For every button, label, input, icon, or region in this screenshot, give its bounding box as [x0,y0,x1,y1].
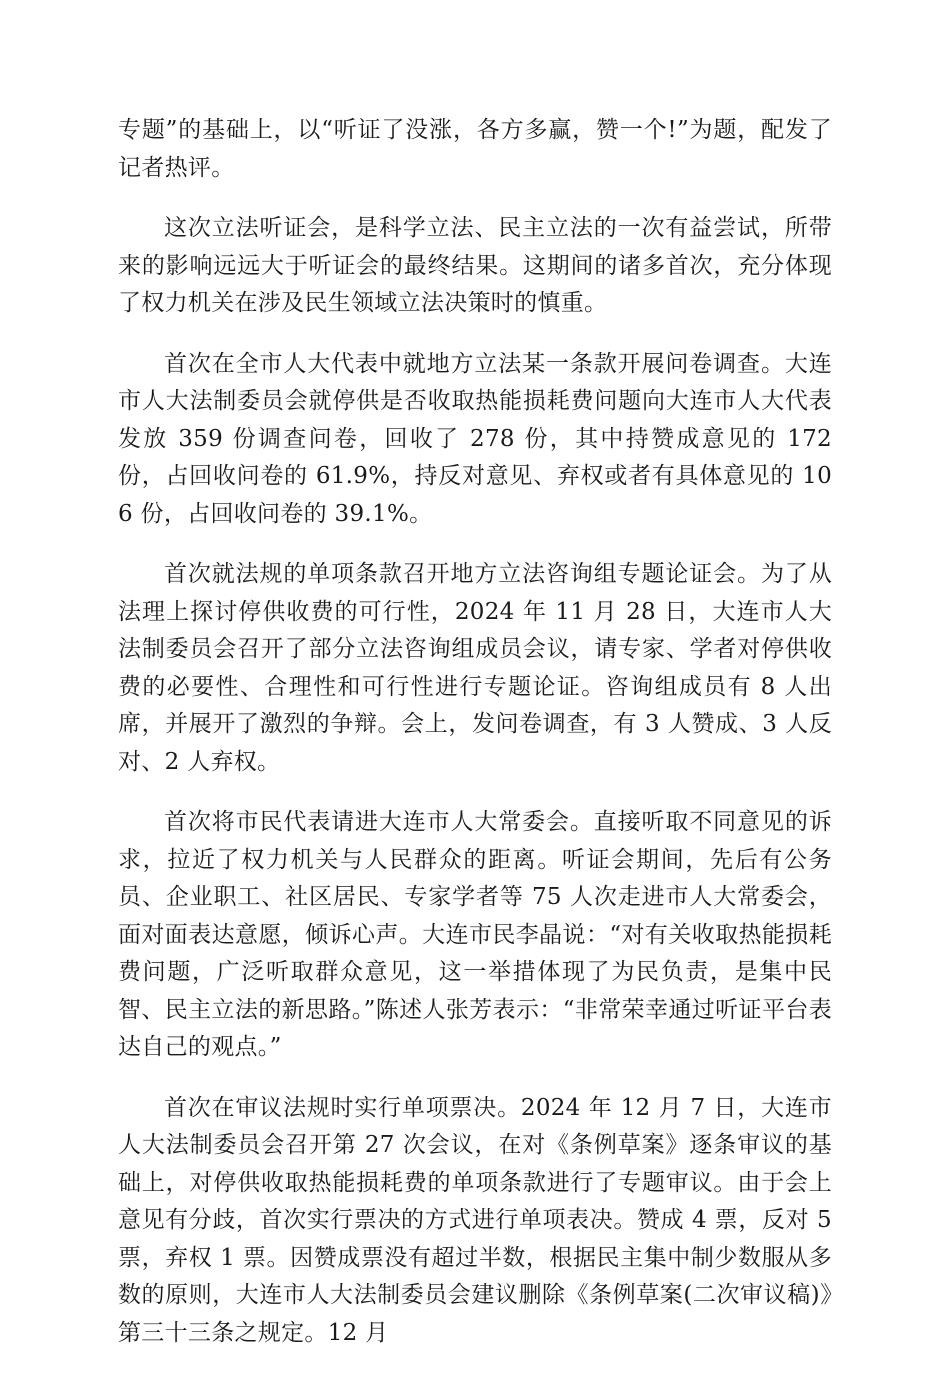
document-body [118,112,832,1375]
paragraph-legislative-hearing: 这次立法听证会，是科学立法、民主立法的一次有益尝试，所带来的影响远远大于听证会的最终结果。这期间的诸多首次，充分体现了权力机关在涉及民生领域立法决策时的慎重。 [118,215,832,316]
paragraph-expert-seminar: 首次就法规的单项条款召开地方立法咨询组专题论证会。为了从法理上探讨停供收费的可行性，2024 年 11 月 28 日，大连市人大法制委员会召开了部分立法咨询组成员会议，请专家、学者对停供收费的必要性、合理性和可行性进行专题论证。咨询组成员有 8 人出席，并展开了激烈的争辩。会上，发问卷调查，有 3 人赞成、3 人反对、2 人弃权。 [118,561,832,775]
paragraph-questionnaire-survey: 首次在全市人大代表中就地方立法某一条款开展问卷调查。大连市人大法制委员会就停供是否收取热能损耗费问题向大连市人大代表发放 359 份调查问卷，回收了 278 份，其中持赞成意见的 172 份，占回收问卷的 61.9%，持反对意见、弃权或者有具体意见的 106 份，占回收问卷的 39.1%。 [118,350,832,527]
paragraph-single-item-vote: 首次在审议法规时实行单项票决。2024 年 12 月 7 日，大连市人大法制委员会召开第 27 次会议，在对《条例草案》逐条审议的基础上，对停供收取热能损耗费的单项条款进行了专题审议。由于会上意见有分歧，首次实行票决的方式进行单项表决。赞成 4 票，反对 5 票，弃权 1 票。因赞成票没有超过半数，根据民主集中制少数服从多数的原则，大连市人大法制委员会建议删除《条例草案(二次审议稿)》第三十三条之规定。12 月 [118,1094,832,1346]
paragraph-citizen-representatives: 首次将市民代表请进大连市人大常委会。直接听取不同意见的诉求，拉近了权力机关与人民群众的距离。听证会期间，先后有公务员、企业职工、社区居民、专家学者等 75 人次走进市人大常委会，面对面表达意愿，倾诉心声。大连市民李晶说：“对有关收取热能损耗费问题，广泛听取群众意见，这一举措体现了为民负责，是集中民智、民主立法的新思路。”陈述人张芳表示：“非常荣幸通过听证平台表达自己的观点。” [118,809,832,1060]
paragraph-continuation: 专题”的基础上，以“听证了没涨，各方多赢，赞一个!”为题，配发了记者热评。 [118,117,832,181]
